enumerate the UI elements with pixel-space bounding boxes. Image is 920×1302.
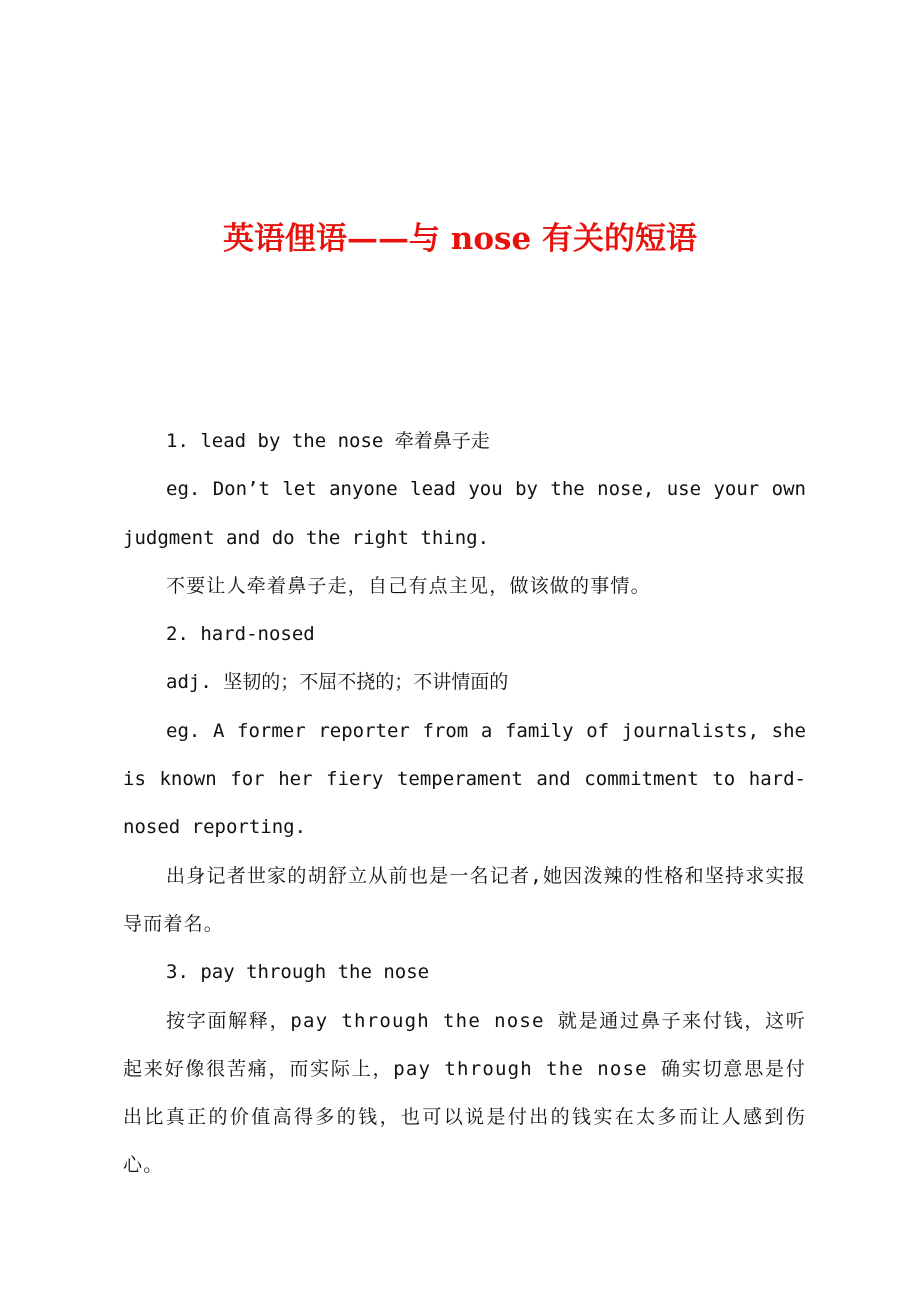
item-2-example-en: eg. A former reporter from a family of journalists, she is known for her fiery temperament and commitment to hard-nosed reporting. bbox=[123, 719, 806, 839]
document-title: 英语俚语——与 nose 有关的短语 bbox=[223, 220, 697, 257]
item-1-heading: 1. lead by the nose 牵着鼻子走 bbox=[166, 430, 490, 452]
item-2-example-cn: 出身记者世家的胡舒立从前也是一名记者,她因泼辣的性格和坚持求实报导而着名。 bbox=[123, 864, 806, 935]
item-2-heading: 2. hard-nosed bbox=[166, 623, 315, 646]
item-3-explanation: 按字面解释，pay through the nose 就是通过鼻子来付钱，这听起来好像很苦痛，而实际上，pay through the nose 确实切意思是付出比真正的价值高得多的钱，也可以说是付出的钱实在太多而让人感到伤心。 bbox=[123, 1009, 806, 1177]
document-body bbox=[123, 417, 806, 1190]
item-2-definition: adj. 坚韧的；不屈不挠的；不讲情面的 bbox=[166, 671, 509, 694]
item-1-example-cn: 不要让人牵着鼻子走，自己有点主见，做该做的事情。 bbox=[166, 574, 651, 597]
item-1-example-en: eg. Don’t let anyone lead you by the nose, use your own judgment and do the right thing. bbox=[123, 478, 806, 549]
item-3-heading: 3. pay through the nose bbox=[166, 961, 430, 984]
